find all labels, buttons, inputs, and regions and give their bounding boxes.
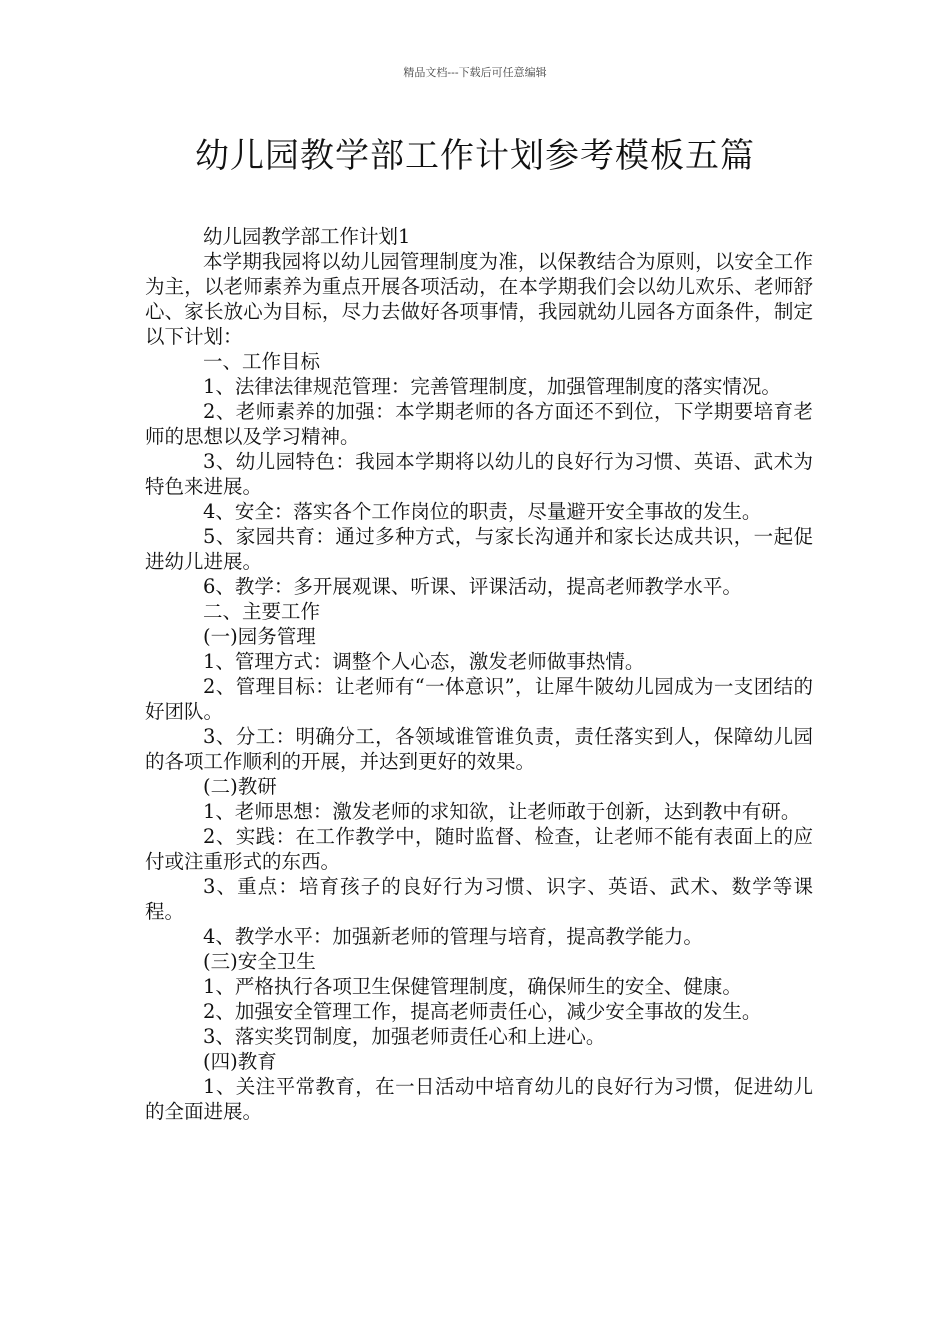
paragraph: 本学期我园将以幼儿园管理制度为准，以保教结合为原则，以安全工作为主，以老师素养为重点开展各项活动，在本学期我们会以幼儿欢乐、老师舒心、家长放心为目标，尽力去做好各项事情，我园就幼儿园各方面条件，制定以下计划： [145, 250, 813, 348]
section-heading: 一、工作目标 [203, 350, 321, 373]
paragraph: 2、实践：在工作教学中，随时监督、检查，让老师不能有表面上的应付或注重形式的东西。 [145, 825, 813, 873]
paragraph: 3、幼儿园特色：我园本学期将以幼儿的良好行为习惯、英语、武术为特色来进展。 [145, 450, 813, 498]
section-heading: 幼儿园教学部工作计划1 [203, 225, 411, 248]
paragraph: 2、加强安全管理工作，提高老师责任心，减少安全事故的发生。 [203, 1000, 762, 1023]
paragraph: 1、老师思想：激发老师的求知欲，让老师敢于创新，达到教中有研。 [203, 800, 801, 823]
subsection-heading: (二)教研 [203, 775, 277, 798]
document-body [145, 224, 813, 1124]
paragraph: 5、家园共育：通过多种方式，与家长沟通并和家长达成共识，一起促进幼儿进展。 [145, 525, 813, 573]
header-note: 精品文档---下载后可任意编辑 [403, 66, 547, 79]
subsection-heading: (三)安全卫生 [203, 950, 316, 973]
paragraph: 1、关注平常教育，在一日活动中培育幼儿的良好行为习惯，促进幼儿的全面进展。 [145, 1075, 813, 1123]
paragraph: 3、分工：明确分工，各领域谁管谁负责，责任落实到人，保障幼儿园的各项工作顺利的开展，并达到更好的效果。 [145, 725, 813, 773]
section-heading: 二、主要工作 [203, 600, 321, 623]
paragraph: 4、教学水平：加强新老师的管理与培育，提高教学能力。 [203, 925, 703, 948]
paragraph: 2、管理目标：让老师有“一体意识”，让犀牛陂幼儿园成为一支团结的好团队。 [145, 675, 813, 723]
paragraph: 1、管理方式：调整个人心态，激发老师做事热情。 [203, 650, 645, 673]
paragraph: 3、落实奖罚制度，加强老师责任心和上进心。 [203, 1025, 606, 1048]
subsection-heading: (四)教育 [203, 1050, 277, 1073]
subsection-heading: (一)园务管理 [203, 625, 316, 648]
paragraph: 2、老师素养的加强：本学期老师的各方面还不到位，下学期要培育老师的思想以及学习精神。 [145, 400, 813, 448]
document-title: 幼儿园教学部工作计划参考模板五篇 [195, 136, 755, 176]
paragraph: 1、法律法律规范管理：完善管理制度，加强管理制度的落实情况。 [203, 375, 781, 398]
paragraph: 1、严格执行各项卫生保健管理制度，确保师生的安全、健康。 [203, 975, 742, 998]
paragraph: 4、安全：落实各个工作岗位的职责，尽量避开安全事故的发生。 [203, 500, 762, 523]
paragraph: 6、教学：多开展观课、听课、评课活动，提高老师教学水平。 [203, 575, 742, 598]
paragraph: 3、重点：培育孩子的良好行为习惯、识字、英语、武术、数学等课程。 [145, 875, 813, 923]
